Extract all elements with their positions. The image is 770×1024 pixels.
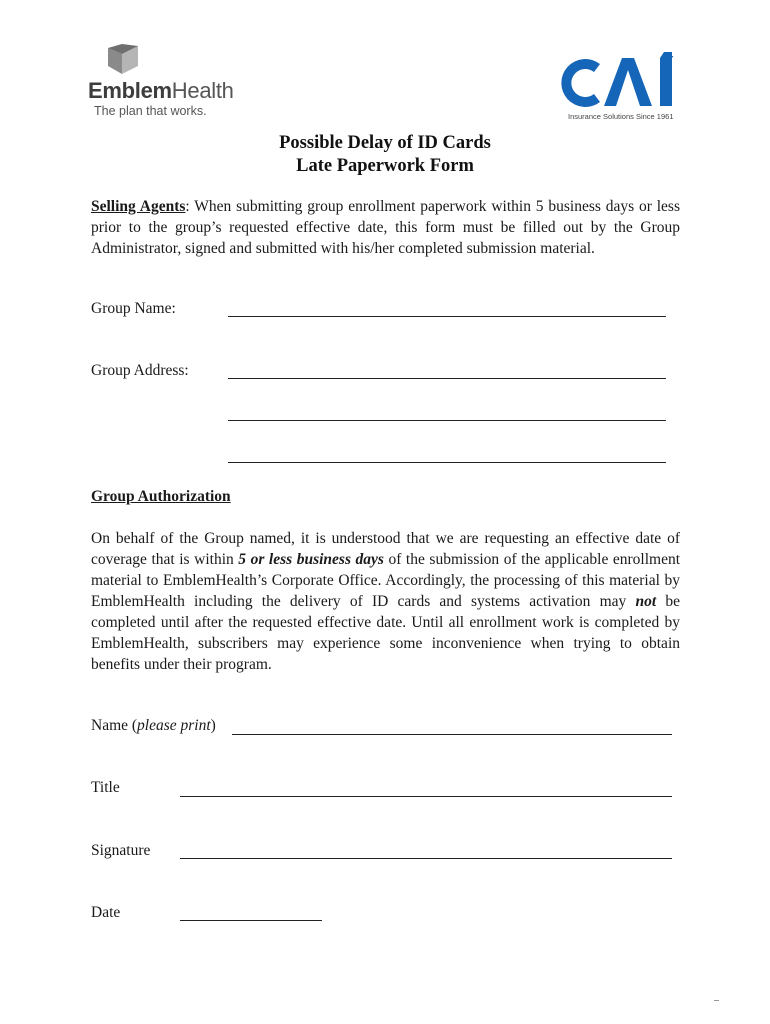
group-address-line-2[interactable] — [228, 420, 666, 421]
group-name-line[interactable] — [228, 316, 666, 317]
date-line[interactable] — [180, 920, 322, 921]
page-footer-mark — [714, 1000, 719, 1001]
group-authorization-heading: Group Authorization — [91, 488, 231, 505]
emblemhealth-logo — [88, 44, 238, 122]
name-line[interactable] — [232, 734, 672, 735]
emblem-tagline: The plan that works. — [94, 104, 207, 118]
auth-emphasis-not: not — [635, 593, 657, 610]
cai-logo — [560, 52, 682, 126]
group-address-label: Group Address: — [91, 362, 189, 379]
auth-text-2: of the submission of the applicable enrollment material to EmblemHealth’s Corporate Office. Accordingly, the processing of this material by EmblemHealth including the delivery of ID cards and systems activation may — [91, 551, 681, 610]
form-subtitle: Late Paperwork Form — [296, 156, 474, 176]
form-title: Possible Delay of ID Cards — [279, 133, 491, 153]
title-line[interactable] — [180, 796, 672, 797]
auth-text-3: be completed until after the requested effective date. Until all enrollment work is completed by EmblemHealth, subscribers may experience some inconvenience when trying to obtain benefits under their program. — [91, 593, 680, 673]
cai-tagline: Insurance Solutions Since 1961 — [568, 112, 674, 121]
title-label: Title — [91, 779, 120, 796]
signature-label: Signature — [91, 842, 151, 859]
auth-text-1: On behalf of the Group named, it is understood that we are requesting an effective date of coverage that is within — [91, 530, 680, 568]
authorization-paragraph — [91, 528, 680, 675]
intro-paragraph — [91, 196, 680, 259]
group-address-line-3[interactable] — [228, 462, 666, 463]
selling-agents-label: Selling Agents — [91, 198, 186, 215]
group-name-label: Group Name: — [91, 300, 176, 317]
date-label: Date — [91, 904, 121, 921]
cai-wordmark-icon — [560, 52, 682, 112]
emblem-shield-icon — [106, 44, 140, 76]
name-label: Name (please print) — [91, 717, 216, 734]
emblem-wordmark: EmblemHealth — [88, 78, 234, 103]
group-address-line-1[interactable] — [228, 378, 666, 379]
auth-emphasis-days: 5 or less business days — [238, 551, 384, 568]
intro-text: : When submitting group enrollment paperwork within 5 business days or less prior to the group’s requested effective date, this form must be filled out by the Group Administrator, signed and submitted with his/her completed submission material. — [91, 198, 680, 257]
signature-line[interactable] — [180, 858, 672, 859]
